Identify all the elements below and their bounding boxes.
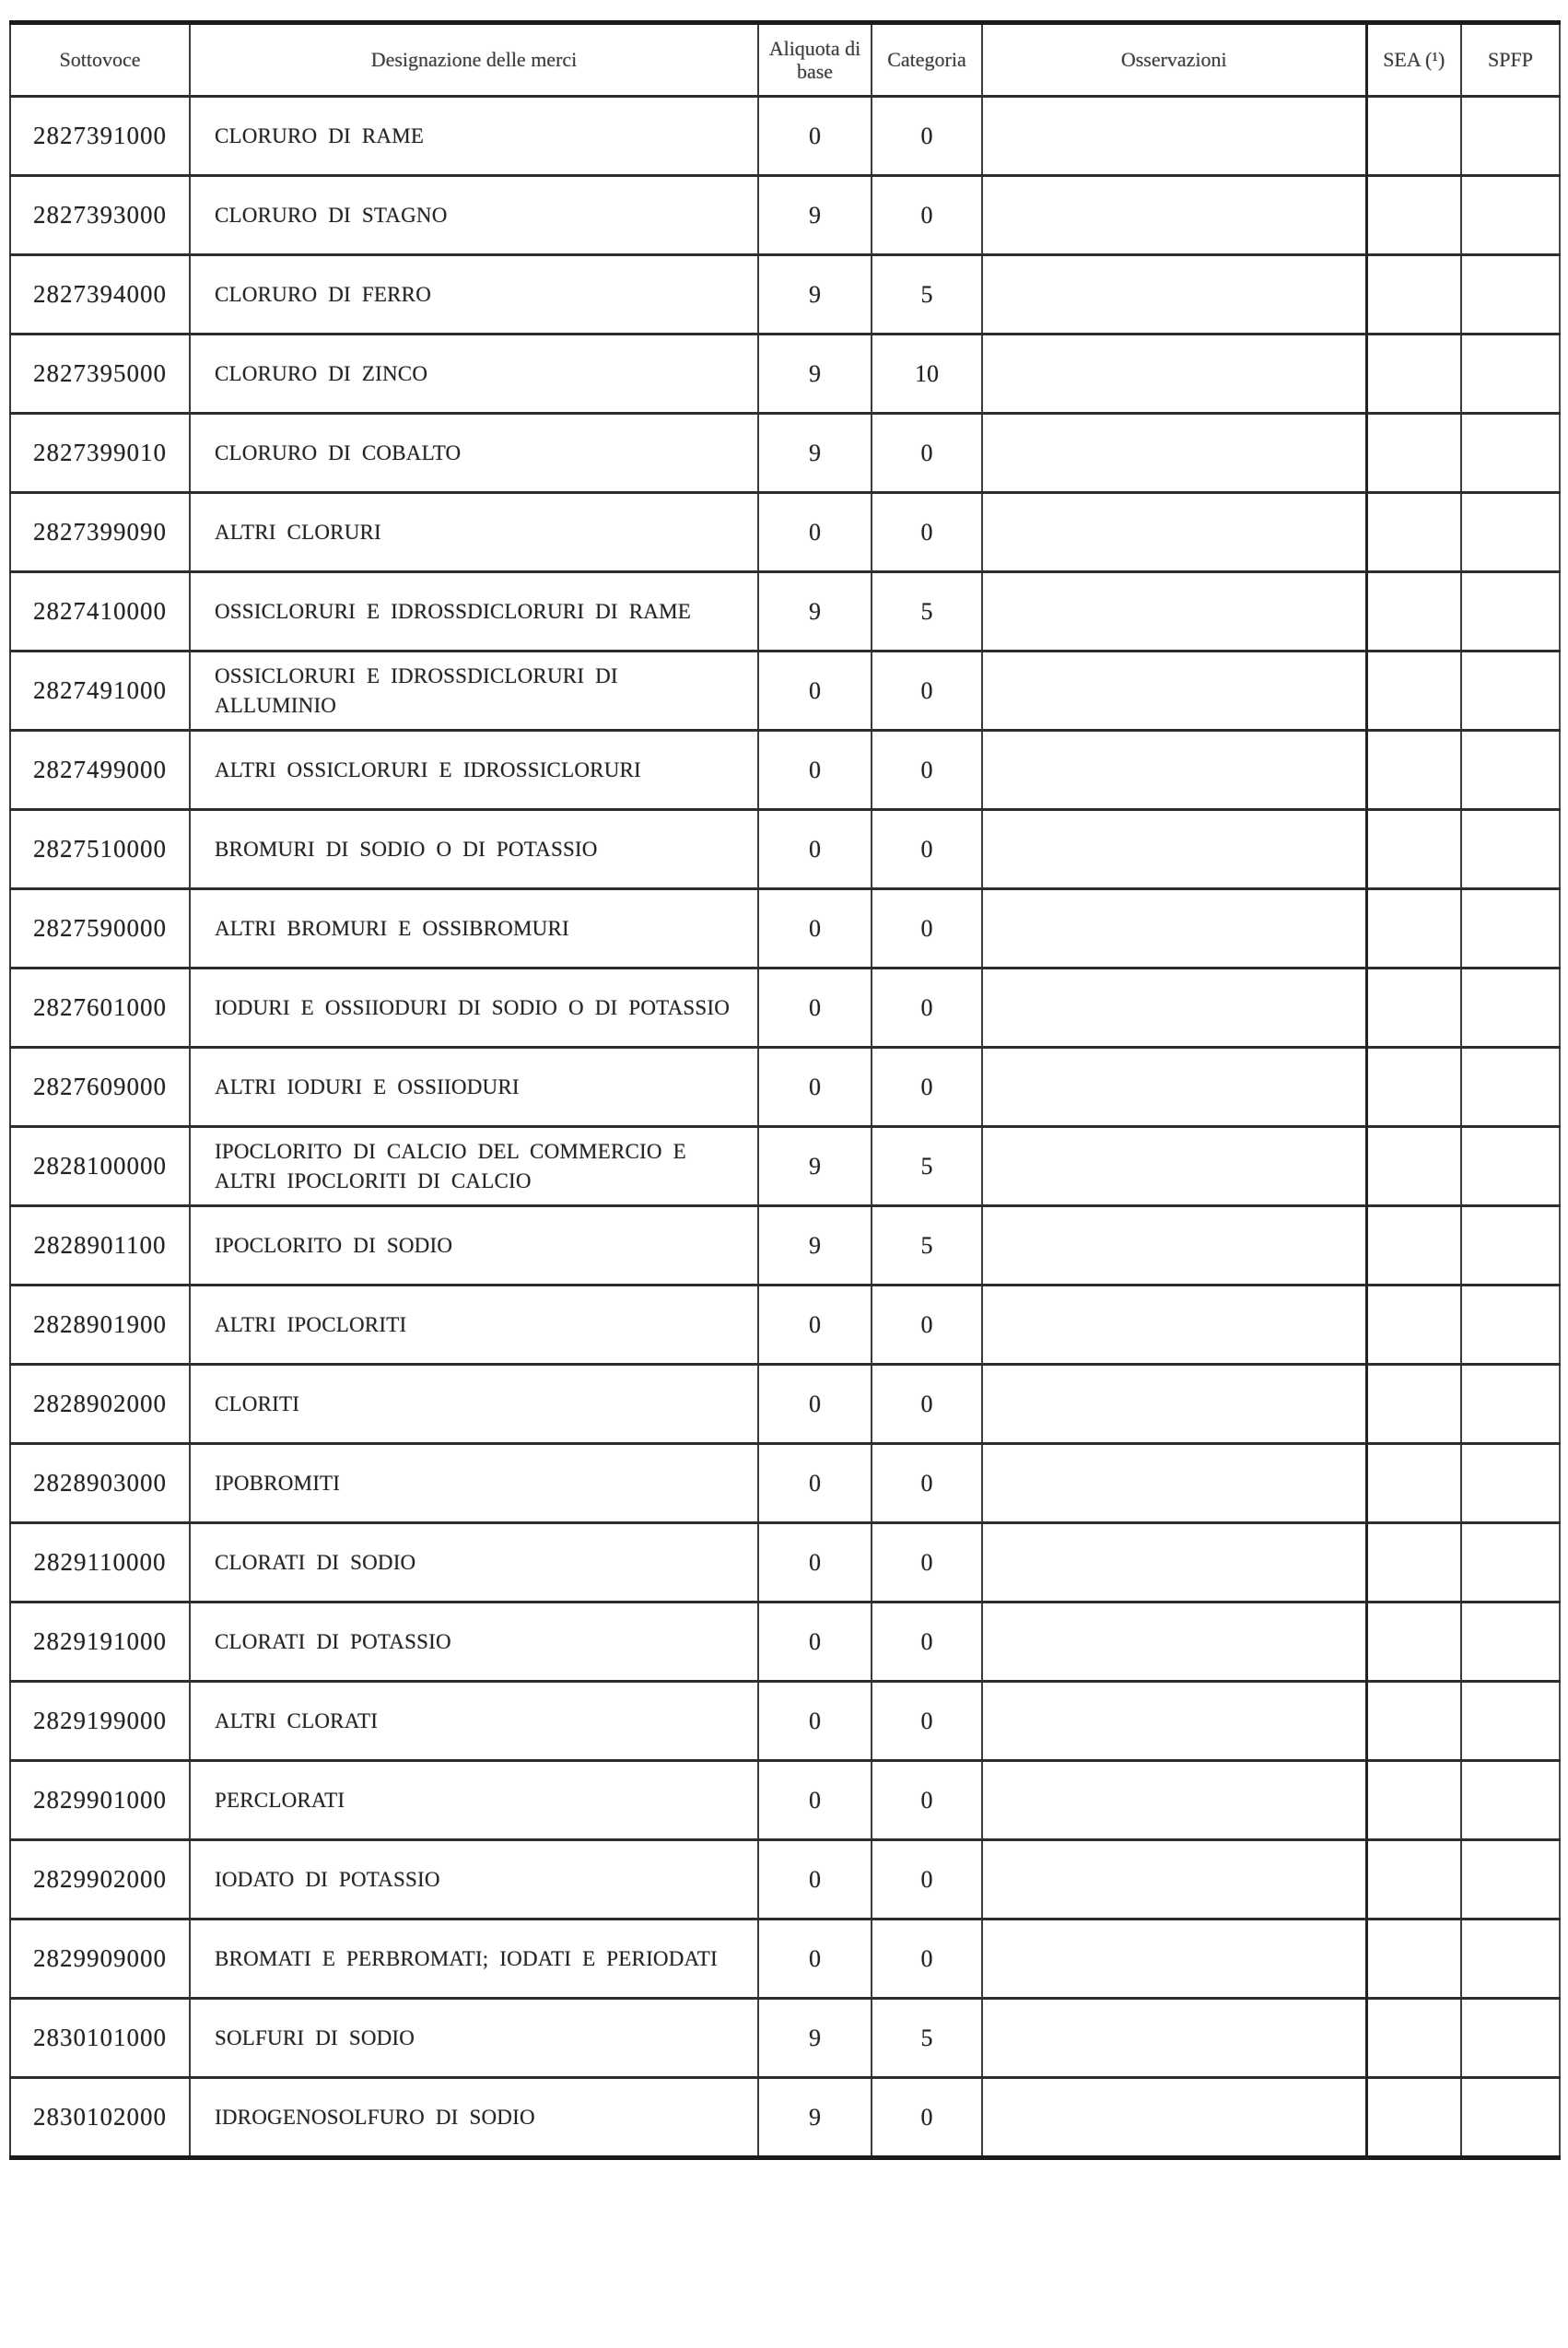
table-row [10, 731, 1560, 810]
category-cell: 5 [872, 1999, 982, 2078]
category-cell: 0 [872, 2078, 982, 2158]
rate-cell: 0 [758, 1919, 872, 1999]
observations-cell [982, 1048, 1366, 1127]
sea-cell [1366, 1286, 1461, 1365]
spfp-cell [1461, 572, 1560, 652]
category-cell: 0 [872, 97, 982, 176]
rate-cell: 0 [758, 731, 872, 810]
sea-cell [1366, 1919, 1461, 1999]
category-cell: 0 [872, 1840, 982, 1919]
category-cell: 0 [872, 810, 982, 889]
code-cell: 2827399010 [10, 414, 190, 493]
spfp-cell [1461, 1444, 1560, 1523]
observations-cell [982, 176, 1366, 255]
description-cell: SOLFURI DI SODIO [190, 1999, 758, 2078]
category-cell: 0 [872, 889, 982, 969]
table-row [10, 1286, 1560, 1365]
category-cell: 0 [872, 414, 982, 493]
spfp-cell [1461, 2078, 1560, 2158]
description-cell: OSSICLORURI E IDROSSDICLORURI DI RAME [190, 572, 758, 652]
code-cell: 2828901900 [10, 1286, 190, 1365]
sea-cell [1366, 493, 1461, 572]
spfp-cell [1461, 97, 1560, 176]
observations-cell [982, 255, 1366, 335]
table-row [10, 176, 1560, 255]
rate-cell: 9 [758, 2078, 872, 2158]
spfp-cell [1461, 1206, 1560, 1286]
category-cell: 0 [872, 1286, 982, 1365]
table-row [10, 1840, 1560, 1919]
observations-cell [982, 1840, 1366, 1919]
sea-cell [1366, 1206, 1461, 1286]
description-cell: CLORURO DI FERRO [190, 255, 758, 335]
description-cell: IODATO DI POTASSIO [190, 1840, 758, 1919]
observations-cell [982, 97, 1366, 176]
description-cell: IPOCLORITO DI CALCIO DEL COMMERCIO E ALTRI IPOCLORITI DI CALCIO [190, 1127, 758, 1206]
code-cell: 2827393000 [10, 176, 190, 255]
observations-cell [982, 1919, 1366, 1999]
header-row [10, 23, 1560, 97]
tariff-table [9, 20, 1561, 2160]
category-cell: 0 [872, 1603, 982, 1682]
code-cell: 2827394000 [10, 255, 190, 335]
table-row [10, 1682, 1560, 1761]
sea-cell [1366, 1523, 1461, 1603]
category-cell: 0 [872, 969, 982, 1048]
description-cell: IPOBROMITI [190, 1444, 758, 1523]
sea-cell [1366, 1999, 1461, 2078]
category-cell: 0 [872, 1761, 982, 1840]
observations-cell [982, 572, 1366, 652]
observations-cell [982, 335, 1366, 414]
spfp-cell [1461, 1840, 1560, 1919]
column-header-aliquota: Aliquota di base [758, 23, 872, 97]
observations-cell [982, 1206, 1366, 1286]
code-cell: 2829902000 [10, 1840, 190, 1919]
code-cell: 2828100000 [10, 1127, 190, 1206]
sea-cell [1366, 1761, 1461, 1840]
spfp-cell [1461, 493, 1560, 572]
code-cell: 2827609000 [10, 1048, 190, 1127]
rate-cell: 9 [758, 176, 872, 255]
description-cell: BROMURI DI SODIO O DI POTASSIO [190, 810, 758, 889]
observations-cell [982, 1603, 1366, 1682]
code-cell: 2827391000 [10, 97, 190, 176]
table-body [10, 97, 1560, 2158]
rate-cell: 0 [758, 1761, 872, 1840]
sea-cell [1366, 652, 1461, 731]
description-cell: ALTRI CLORURI [190, 493, 758, 572]
sea-cell [1366, 1840, 1461, 1919]
table-row [10, 2078, 1560, 2158]
table-row [10, 1365, 1560, 1444]
observations-cell [982, 1523, 1366, 1603]
table-row [10, 414, 1560, 493]
rate-cell: 0 [758, 1444, 872, 1523]
spfp-cell [1461, 652, 1560, 731]
sea-cell [1366, 97, 1461, 176]
sea-cell [1366, 1127, 1461, 1206]
rate-cell: 9 [758, 1206, 872, 1286]
rate-cell: 0 [758, 1603, 872, 1682]
spfp-cell [1461, 1286, 1560, 1365]
code-cell: 2827601000 [10, 969, 190, 1048]
observations-cell [982, 1999, 1366, 2078]
column-header-sottovoce: Sottovoce [10, 23, 190, 97]
description-cell: BROMATI E PERBROMATI; IODATI E PERIODATI [190, 1919, 758, 1999]
table-row [10, 1206, 1560, 1286]
spfp-cell [1461, 1682, 1560, 1761]
observations-cell [982, 1444, 1366, 1523]
observations-cell [982, 889, 1366, 969]
description-cell: CLORURO DI ZINCO [190, 335, 758, 414]
table-row [10, 1999, 1560, 2078]
column-header-categoria: Categoria [872, 23, 982, 97]
category-cell: 0 [872, 1444, 982, 1523]
rate-cell: 0 [758, 652, 872, 731]
description-cell: CLORITI [190, 1365, 758, 1444]
table-row [10, 889, 1560, 969]
spfp-cell [1461, 1603, 1560, 1682]
spfp-cell [1461, 414, 1560, 493]
spfp-cell [1461, 889, 1560, 969]
column-header-spfp: SPFP [1461, 23, 1560, 97]
description-cell: PERCLORATI [190, 1761, 758, 1840]
column-header-designazione: Designazione delle merci [190, 23, 758, 97]
table-row [10, 335, 1560, 414]
table-row [10, 493, 1560, 572]
spfp-cell [1461, 255, 1560, 335]
category-cell: 0 [872, 1523, 982, 1603]
table-row [10, 969, 1560, 1048]
category-cell: 0 [872, 1919, 982, 1999]
category-cell: 0 [872, 1682, 982, 1761]
rate-cell: 0 [758, 1682, 872, 1761]
spfp-cell [1461, 1999, 1560, 2078]
description-cell: ALTRI CLORATI [190, 1682, 758, 1761]
table-row [10, 572, 1560, 652]
rate-cell: 9 [758, 255, 872, 335]
observations-cell [982, 1127, 1366, 1206]
category-cell: 5 [872, 255, 982, 335]
description-cell: ALTRI IPOCLORITI [190, 1286, 758, 1365]
sea-cell [1366, 335, 1461, 414]
rate-cell: 0 [758, 969, 872, 1048]
column-header-osservazioni: Osservazioni [982, 23, 1366, 97]
description-cell: CLORATI DI POTASSIO [190, 1603, 758, 1682]
sea-cell [1366, 810, 1461, 889]
category-cell: 10 [872, 335, 982, 414]
sea-cell [1366, 889, 1461, 969]
code-cell: 2827499000 [10, 731, 190, 810]
observations-cell [982, 652, 1366, 731]
observations-cell [982, 1761, 1366, 1840]
observations-cell [982, 1682, 1366, 1761]
spfp-cell [1461, 176, 1560, 255]
description-cell: CLORURO DI STAGNO [190, 176, 758, 255]
sea-cell [1366, 1365, 1461, 1444]
sea-cell [1366, 1682, 1461, 1761]
description-cell: IPOCLORITO DI SODIO [190, 1206, 758, 1286]
category-cell: 5 [872, 1206, 982, 1286]
description-cell: ALTRI BROMURI E OSSIBROMURI [190, 889, 758, 969]
table-header [10, 23, 1560, 97]
sea-cell [1366, 1444, 1461, 1523]
code-cell: 2829191000 [10, 1603, 190, 1682]
table-row [10, 652, 1560, 731]
column-header-sea: SEA (¹) [1366, 23, 1461, 97]
code-cell: 2828903000 [10, 1444, 190, 1523]
code-cell: 2828901100 [10, 1206, 190, 1286]
rate-cell: 0 [758, 1840, 872, 1919]
rate-cell: 9 [758, 335, 872, 414]
description-cell: CLORURO DI COBALTO [190, 414, 758, 493]
description-cell: IODURI E OSSIIODURI DI SODIO O DI POTASSIO [190, 969, 758, 1048]
sea-cell [1366, 2078, 1461, 2158]
description-cell: IDROGENOSOLFURO DI SODIO [190, 2078, 758, 2158]
table-row [10, 1523, 1560, 1603]
table-row [10, 97, 1560, 176]
code-cell: 2829901000 [10, 1761, 190, 1840]
observations-cell [982, 2078, 1366, 2158]
sea-cell [1366, 572, 1461, 652]
category-cell: 0 [872, 731, 982, 810]
sea-cell [1366, 414, 1461, 493]
code-cell: 2827410000 [10, 572, 190, 652]
code-cell: 2827510000 [10, 810, 190, 889]
rate-cell: 9 [758, 1127, 872, 1206]
code-cell: 2827395000 [10, 335, 190, 414]
table-row [10, 810, 1560, 889]
observations-cell [982, 731, 1366, 810]
sea-cell [1366, 255, 1461, 335]
rate-cell: 0 [758, 97, 872, 176]
category-cell: 0 [872, 1365, 982, 1444]
category-cell: 5 [872, 572, 982, 652]
description-cell: OSSICLORURI E IDROSSDICLORURI DI ALLUMINIO [190, 652, 758, 731]
spfp-cell [1461, 1127, 1560, 1206]
table-row [10, 255, 1560, 335]
code-cell: 2829199000 [10, 1682, 190, 1761]
table-row [10, 1444, 1560, 1523]
rate-cell: 0 [758, 1048, 872, 1127]
spfp-cell [1461, 335, 1560, 414]
rate-cell: 0 [758, 1523, 872, 1603]
spfp-cell [1461, 1365, 1560, 1444]
rate-cell: 9 [758, 572, 872, 652]
spfp-cell [1461, 1048, 1560, 1127]
category-cell: 0 [872, 493, 982, 572]
sea-cell [1366, 731, 1461, 810]
description-cell: ALTRI OSSICLORURI E IDROSSICLORURI [190, 731, 758, 810]
rate-cell: 0 [758, 889, 872, 969]
sea-cell [1366, 969, 1461, 1048]
table-row [10, 1603, 1560, 1682]
code-cell: 2829110000 [10, 1523, 190, 1603]
spfp-cell [1461, 969, 1560, 1048]
table-row [10, 1919, 1560, 1999]
category-cell: 0 [872, 652, 982, 731]
observations-cell [982, 969, 1366, 1048]
code-cell: 2830102000 [10, 2078, 190, 2158]
spfp-cell [1461, 1761, 1560, 1840]
sea-cell [1366, 176, 1461, 255]
code-cell: 2827590000 [10, 889, 190, 969]
rate-cell: 0 [758, 1365, 872, 1444]
rate-cell: 0 [758, 1286, 872, 1365]
spfp-cell [1461, 731, 1560, 810]
code-cell: 2827491000 [10, 652, 190, 731]
observations-cell [982, 414, 1366, 493]
code-cell: 2828902000 [10, 1365, 190, 1444]
observations-cell [982, 493, 1366, 572]
rate-cell: 9 [758, 1999, 872, 2078]
table-row [10, 1048, 1560, 1127]
rate-cell: 0 [758, 810, 872, 889]
rate-cell: 9 [758, 414, 872, 493]
description-cell: CLORATI DI SODIO [190, 1523, 758, 1603]
spfp-cell [1461, 1919, 1560, 1999]
code-cell: 2829909000 [10, 1919, 190, 1999]
table-row [10, 1761, 1560, 1840]
observations-cell [982, 1365, 1366, 1444]
rate-cell: 0 [758, 493, 872, 572]
spfp-cell [1461, 1523, 1560, 1603]
spfp-cell [1461, 810, 1560, 889]
sea-cell [1366, 1048, 1461, 1127]
observations-cell [982, 810, 1366, 889]
sea-cell [1366, 1603, 1461, 1682]
description-cell: ALTRI IODURI E OSSIIODURI [190, 1048, 758, 1127]
category-cell: 5 [872, 1127, 982, 1206]
category-cell: 0 [872, 176, 982, 255]
code-cell: 2830101000 [10, 1999, 190, 2078]
description-cell: CLORURO DI RAME [190, 97, 758, 176]
table-row [10, 1127, 1560, 1206]
category-cell: 0 [872, 1048, 982, 1127]
code-cell: 2827399090 [10, 493, 190, 572]
observations-cell [982, 1286, 1366, 1365]
